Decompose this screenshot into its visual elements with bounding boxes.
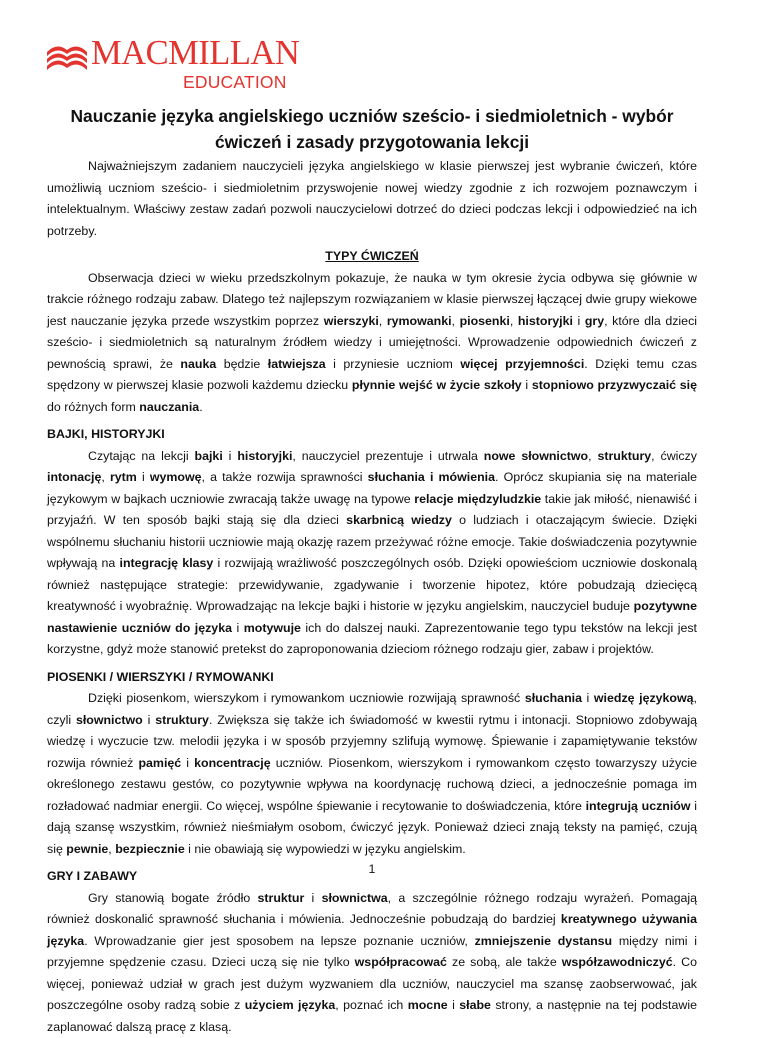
- macmillan-stripes-icon: [47, 42, 89, 74]
- intro-paragraph: Najważniejszym zadaniem nauczycieli języka angielskiego w klasie pierwszej jest wybranie ćwiczeń, które umożliwią uczniom sześcio- i siedmioletnim przyswojenie nowej wiedzy zgodnie z ich rozwojem poznawczym i intelektualnym. Właściwy zestaw zadań pozwoli nauczycielowi dotrzeć do dzieci podczas lekcji i odpowiedzieć na ich potrzeby.: [47, 156, 697, 242]
- emphasis: struktur: [257, 891, 304, 905]
- emphasis: wymowę: [150, 470, 202, 484]
- emphasis: intonację: [47, 470, 101, 484]
- emphasis: słownictwo: [76, 713, 143, 727]
- emphasis: integrują uczniów: [586, 799, 691, 813]
- emphasis: wierszyki: [324, 314, 379, 328]
- publisher-logo: [47, 40, 317, 90]
- emphasis: rytm: [110, 470, 137, 484]
- emphasis: wiedzę językową: [594, 691, 694, 705]
- emphasis: motywuje: [244, 621, 301, 635]
- logo-subtitle: EDUCATION: [183, 74, 287, 92]
- emphasis: zmniejszenie dystansu: [475, 934, 613, 948]
- emphasis: użyciem języka: [245, 998, 336, 1012]
- emphasis: łatwiejsza: [268, 357, 326, 371]
- emphasis: nowe słownictwo: [484, 449, 588, 463]
- emphasis: piosenki: [460, 314, 510, 328]
- section-heading-piosenki: PIOSENKI / WIERSZYKI / RYMOWANKI: [47, 667, 697, 689]
- emphasis: pewnie: [66, 842, 108, 856]
- section-heading-gry: GRY I ZABAWY: [47, 866, 697, 888]
- section-heading-bajki: BAJKI, HISTORYJKI: [47, 424, 697, 446]
- document-body: [47, 156, 697, 1038]
- emphasis: pozytywne nastawienie uczniów do języka: [47, 599, 697, 635]
- emphasis: bajki: [195, 449, 223, 463]
- emphasis: słabe: [459, 998, 491, 1012]
- emphasis: skarbnicą wiedzy: [346, 513, 452, 527]
- types-paragraph: Obserwacja dzieci w wieku przedszkolnym pokazuje, że nauka w tym okresie życia odbywa się głównie w trakcie różnego rodzaju zabaw. Dlatego też najlepszym rozwiązaniem w klasie pierwszej łączącej dwie grupy wiekowe jest nauczanie języka przede wszystkim poprzez wierszyki, rymowanki, piosenki, historyjki i gry, które dla dzieci sześcio- i siedmioletnich są naturalnym źródłem wiedzy i umiejętności. Wprowadzenie odpowiednich ćwiczeń z pewnością sprawi, że nauka będzie łatwiejsza i przyniesie uczniom więcej przyjemności. Dzięki temu czas spędzony w pierwszej klasie pozwoli każdemu dziecku płynnie wejść w życie szkoły i stopniowo przyzwyczaić się do różnych form nauczania.: [47, 268, 697, 419]
- emphasis: nauka: [180, 357, 216, 371]
- bajki-paragraph: Czytając na lekcji bajki i historyjki, nauczyciel prezentuje i utrwala nowe słownictwo, struktury, ćwiczy intonację, rytm i wymowę, a także rozwija sprawności słuchania i mówienia. Oprócz skupiania się na materiale językowym w bajkach uczniowie zwracają także uwagę na typowe relacje międzyludzkie takie jak miłość, nienawiść i przyjaźń. W ten sposób bajki stają się dla dzieci skarbnicą wiedzy o ludziach i otaczającym świecie. Dzięki wspólnemu słuchaniu historii uczniowie mają okazję razem przeżywać różne emocje. Takie doświadczenia pozytywnie wpływają na integrację klasy i rozwijają wrażliwość poszczególnych osób. Dzięki opowieściom uczniowie doskonalą również następujące strategie: przewidywanie, zgadywanie i tworzenie hipotez, które pobudzają dziecięcą kreatywność i wyobraźnię. Wprowadzając na lekcje bajki i historie w języku angielskim, nauczyciel buduje pozytywne nastawienie uczniów do języka i motywuje ich do dalszej nauki. Zaprezentowanie tego typu tekstów na lekcji jest korzystne, gdyż może stanowić pretekst do zaproponowania dzieciom różnego rodzaju gier, zabaw i projektów.: [47, 446, 697, 661]
- emphasis: gry: [585, 314, 604, 328]
- emphasis: integrację klasy: [120, 556, 214, 570]
- emphasis: relacje międzyludzkie: [414, 492, 541, 506]
- gry-paragraph: Gry stanowią bogate źródło struktur i słownictwa, a szczególnie różnego rodzaju wyrażeń. Pomagają również doskonalić sprawność słuchania i mówienia. Jednocześnie pobudzają do bardziej kreatywnego używania języka. Wprowadzanie gier jest sposobem na lepsze poznanie uczniów, zmniejszenie dystansu między nimi i przyjemne spędzenie czasu. Dzieci uczą się nie tylko współpracować ze sobą, ale także współzawodniczyć. Co więcej, ponieważ udział w grach jest dużym wyzwaniem dla uczniów, nauczyciel ma szansę zaobserwować, jak poszczególne osoby radzą sobie z użyciem języka, poznać ich mocne i słabe strony, a następnie na tej podstawie zaplanować dalszą pracę z klasą.: [47, 888, 697, 1038]
- logo-wordmark: MACMILLAN: [91, 36, 299, 71]
- emphasis: struktury: [155, 713, 209, 727]
- emphasis: pamięć: [138, 756, 181, 770]
- emphasis: słuchania i mówienia: [368, 470, 495, 484]
- emphasis: rymowanki: [387, 314, 452, 328]
- emphasis: słownictwa: [322, 891, 388, 905]
- section-heading-types: TYPY ĆWICZEŃ: [47, 246, 697, 268]
- emphasis: współpracować: [355, 955, 447, 969]
- emphasis: stopniowo przyzwyczaić się: [532, 378, 697, 392]
- emphasis: kreatywnego używania języka: [47, 912, 697, 948]
- page-number: 1: [47, 862, 697, 876]
- emphasis: płynnie wejść w życie szkoły: [352, 378, 522, 392]
- emphasis: słuchania: [525, 691, 582, 705]
- emphasis: mocne: [408, 998, 448, 1012]
- emphasis: historyjki: [237, 449, 292, 463]
- emphasis: więcej przyjemności: [460, 357, 584, 371]
- emphasis: nauczania: [139, 400, 199, 414]
- emphasis: historyjki: [518, 314, 573, 328]
- emphasis: współzawodniczyć: [562, 955, 673, 969]
- emphasis: bezpiecznie: [115, 842, 185, 856]
- emphasis: struktury: [597, 449, 651, 463]
- document-title: Nauczanie języka angielskiego uczniów sześcio- i siedmioletnich - wybór ćwiczeń i zasady przygotowania lekcji: [47, 103, 697, 155]
- piosenki-paragraph: Dzięki piosenkom, wierszykom i rymowankom uczniowie rozwijają sprawność słuchania i wiedzę językową, czyli słownictwo i struktury. Zwiększa się także ich świadomość w kwestii rytmu i intonacji. Stopniowo zdobywają wiedzę i wyczucie tzw. melodii języka i w sposób przyjemny szlifują wymowę. Śpiewanie i zapamiętywanie tekstów rozwija również pamięć i koncentrację uczniów. Piosenkom, wierszykom i rymowankom często towarzyszy użycie określonego zestawu gestów, co pozytywnie wpływa na koordynację ruchową dzieci, a jednocześnie pomaga im rozładować nadmiar energii. Co więcej, wspólne śpiewanie i recytowanie to doświadczenia, które integrują uczniów i dają szansę wszystkim, również nieśmiałym osobom, ćwiczyć język. Ponieważ dzieci znają teksty na pamięć, czują się pewnie, bezpiecznie i nie obawiają się wypowiedzi w języku angielskim.: [47, 688, 697, 860]
- emphasis: koncentrację: [194, 756, 270, 770]
